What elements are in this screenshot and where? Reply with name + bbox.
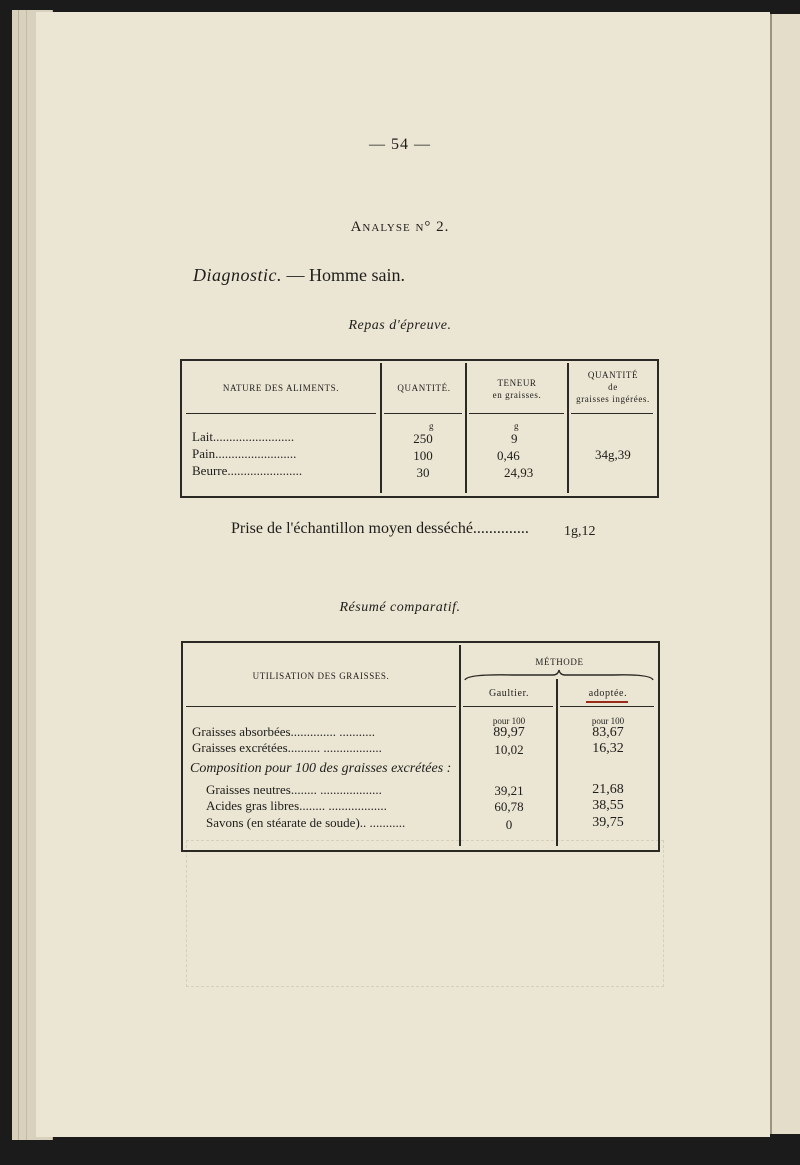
header-ingerees-line2: de: [608, 382, 618, 392]
table2-header-rule: [186, 706, 456, 707]
composition-row-gaultier: 0: [505, 817, 513, 832]
food-row-fat: 9: [511, 431, 518, 446]
diagnostic-label: Diagnostic.: [193, 265, 282, 285]
table1-header-rule: [571, 413, 653, 414]
composition-row-label: Graisses neutres........ ...................: [206, 782, 382, 797]
composition-row-gaultier: 60,78: [494, 799, 524, 814]
header-methode: MÉTHODE: [535, 657, 584, 667]
sample-value: 1g,12: [564, 524, 596, 539]
food-row-fat: 0,46: [497, 448, 520, 463]
header-nature: NATURE DES ALIMENTS.: [222, 383, 340, 393]
next-page-edge: [770, 14, 800, 1134]
composition-row-label: Acides gras libres........ ..................: [206, 798, 387, 813]
header-quantite: QUANTITÉ.: [397, 383, 451, 393]
food-row-quantity: 250: [413, 431, 433, 446]
header-teneur: [467, 377, 567, 401]
analysis-heading: Analyse n° 2.: [350, 219, 450, 235]
composition-row-adoptee: 39,75: [592, 815, 624, 830]
food-row-quantity: 100: [413, 448, 433, 463]
util-row-gaultier: 10,02: [494, 742, 524, 757]
header-teneur-line1: TENEUR: [497, 378, 537, 388]
food-row-name: Lait.........................: [192, 429, 295, 444]
composition-row-label: Savons (en stéarate de soude).. ...........: [206, 815, 406, 830]
header-ingerees: [569, 369, 657, 405]
table1-header-rule: [469, 413, 564, 414]
diagnostic-line: [193, 265, 405, 286]
show-through-table: [186, 840, 664, 987]
composition-row-gaultier: 39,21: [494, 783, 524, 798]
header-utilisation: UTILISATION DES GRAISSES.: [252, 671, 390, 681]
diagnostic-text: — Homme sain.: [282, 265, 405, 285]
pour-100-adoptee: pour 100: [591, 716, 625, 726]
food-row-fat: 24,93: [504, 465, 534, 480]
food-row-name: Pain.........................: [192, 446, 297, 461]
brace-mark: [568, 436, 569, 476]
util-row-gaultier: 89,97: [493, 725, 525, 740]
table2-header-rule: [560, 706, 654, 707]
header-gaultier: Gaultier.: [488, 688, 530, 699]
table2-title: Résumé comparatif.: [339, 600, 461, 615]
util-row-adoptee: 16,32: [592, 741, 624, 756]
table1-title: Repas d'épreuve.: [348, 318, 452, 333]
total-ingested: 34g,39: [595, 447, 631, 462]
adoptee-underline: [586, 701, 628, 703]
unit-grams-quantity: g: [429, 421, 434, 431]
util-row-label: Graisses excrétées.......... ..................: [192, 740, 382, 755]
util-row-adoptee: 83,67: [592, 725, 624, 740]
header-ingerees-line1: QUANTITÉ: [587, 370, 639, 380]
header-teneur-line2: en graisses.: [492, 390, 542, 400]
table1-header-rule: [384, 413, 462, 414]
table2-header-rule: [463, 706, 553, 707]
food-row-quantity: 30: [416, 465, 430, 480]
header-ingerees-line3: graisses ingérées.: [576, 394, 650, 404]
composition-row-adoptee: 38,55: [592, 798, 624, 813]
unit-grams-fat: g: [514, 421, 519, 431]
pour-100-gaultier: pour 100: [492, 716, 526, 726]
header-adoptee: adoptée.: [588, 688, 628, 699]
table1-header-rule: [186, 413, 376, 414]
food-row-name: Beurre.......................: [192, 463, 303, 478]
composition-heading: Composition pour 100 des graisses excrétées :: [190, 761, 452, 776]
util-row-label: Graisses absorbées.............. ...........: [192, 724, 376, 739]
composition-row-adoptee: 21,68: [592, 782, 624, 797]
methode-brace: [463, 668, 655, 682]
sample-line: Prise de l'échantillon moyen desséché..............: [231, 520, 529, 537]
page-number: — 54 —: [369, 136, 431, 153]
